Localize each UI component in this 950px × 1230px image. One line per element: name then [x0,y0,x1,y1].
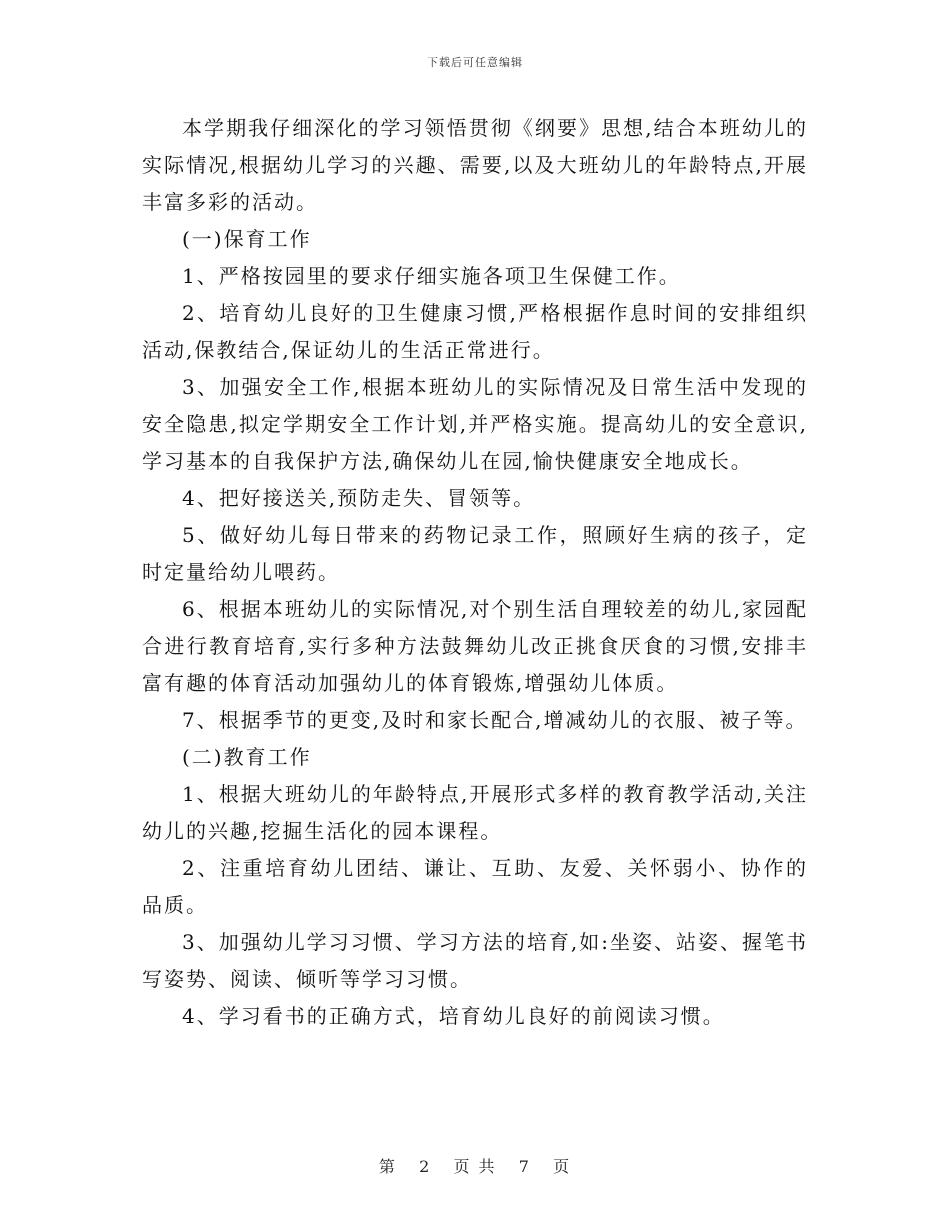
document-body [142,110,808,1035]
care-item-3: 3、加强安全工作,根据本班幼儿的实际情况及日常生活中发现的安全隐患,拟定学期安全工作计划,并严格实施。提高幼儿的安全意识,学习基本的自我保护方法,确保幼儿在园,愉快健康安全地成长。 [142,375,808,473]
footer-current-page: 2 [419,1157,432,1176]
section-heading-care: (一)保育工作 [182,227,312,251]
footer-prefix: 第 [378,1157,397,1176]
care-item-1: 1、严格按园里的要求仔细实施各项卫生保健工作。 [182,264,681,288]
care-item-7: 7、根据季节的更变,及时和家长配合,增减幼儿的衣服、被子等。 [182,708,808,732]
education-item-4: 4、学习看书的正确方式，培育幼儿良好的前阅读习惯。 [182,1004,725,1028]
care-item-2: 2、培育幼儿良好的卫生健康习惯,严格根据作息时间的安排组织活动,保教结合,保证幼儿的生活正常进行。 [142,301,808,362]
education-item-2: 2、注重培育幼儿团结、谦让、互助、友爱、关怀弱小、协作的品质。 [142,856,808,917]
footer-middle: 页 共 [453,1157,497,1176]
page-footer [0,1154,950,1177]
education-item-1: 1、根据大班幼儿的年龄特点,开展形式多样的教育教学活动,关注幼儿的兴趣,挖掘生活化的园本课程。 [142,782,808,843]
care-item-6: 6、根据本班幼儿的实际情况,对个别生活自理较差的幼儿,家园配合进行教育培育,实行多种方法鼓舞幼儿改正挑食厌食的习惯,安排丰富有趣的体育活动加强幼儿的体育锻炼,增强幼儿体质。 [142,597,808,695]
care-item-4: 4、把好接送关,预防走失、冒领等。 [182,486,536,510]
footer-suffix: 页 [553,1157,572,1176]
footer-total-pages: 7 [518,1157,531,1176]
section-heading-education: (二)教育工作 [182,745,312,769]
header-note: 下载后可任意编辑 [427,56,523,69]
education-item-3: 3、加强幼儿学习习惯、学习方法的培育,如:坐姿、站姿、握笔书写姿势、阅读、倾听等学习习惯。 [142,930,808,991]
care-item-5: 5、做好幼儿每日带来的药物记录工作，照顾好生病的孩子，定时定量给幼儿喂药。 [142,523,808,584]
paragraph-intro: 本学期我仔细深化的学习领悟贯彻《纲要》思想,结合本班幼儿的实际情况,根据幼儿学习的兴趣、需要,以及大班幼儿的年龄特点,开展丰富多彩的活动。 [142,116,808,214]
